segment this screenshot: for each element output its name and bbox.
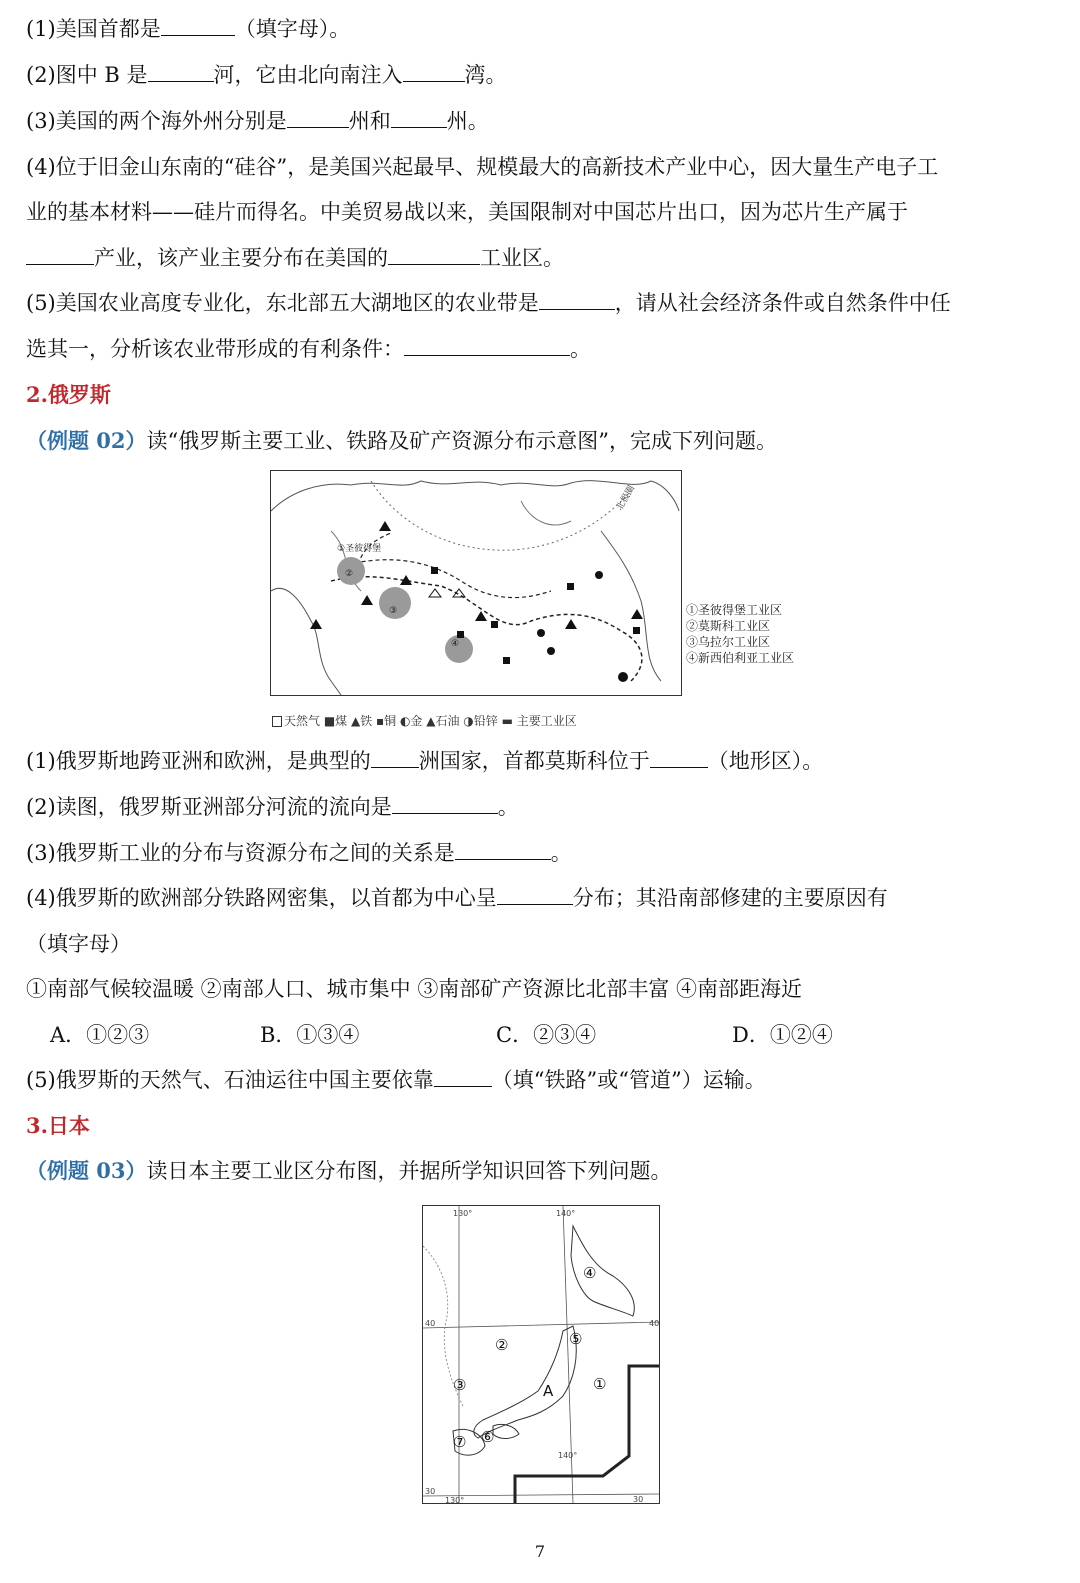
coal-symbol: [431, 567, 438, 574]
option-c[interactable]: C．②③④: [496, 1023, 597, 1047]
lat-label: 40: [425, 1319, 436, 1328]
lon-label: 140°: [556, 1209, 576, 1218]
map-label-ural: ③: [389, 606, 398, 616]
answer-blank[interactable]: [434, 1066, 492, 1087]
mark-3: ③: [453, 1376, 467, 1394]
lat-label: 30: [633, 1495, 644, 1503]
coal-symbol: [503, 657, 510, 664]
gas-legend-icon: [272, 716, 282, 727]
russia-q3: (3)俄罗斯工业的分布与资源分布之间的关系是 。: [26, 841, 572, 865]
answer-blank[interactable]: [371, 747, 419, 768]
lon-label: 130°: [453, 1209, 473, 1218]
russia-map: [270, 470, 682, 696]
usa-q2: (2)图中 B 是 河，它由北向南注入 湾。: [26, 63, 507, 87]
russia-map-legend: 天然气 ■煤 ▲铁 ▪铜 ◐金 ▲石油 ◑铅锌 ▬ 主要工业区: [272, 712, 577, 729]
answer-blank[interactable]: [161, 15, 235, 36]
answer-blank[interactable]: [539, 289, 615, 310]
answer-blank[interactable]: [26, 244, 94, 265]
gold-symbol: [595, 571, 603, 579]
option-a[interactable]: A．①②③: [50, 1023, 150, 1047]
usa-q5-line2: 选其一，分析该农业带形成的有利条件： 。: [26, 337, 591, 361]
russia-map-drawing: [271, 471, 681, 695]
usa-q1: (1)美国首都是 （填字母）。: [26, 17, 351, 41]
map-key-item: ②莫斯科工业区: [686, 619, 771, 633]
map-label-ob: ④: [451, 639, 460, 649]
russia-q2: (2)读图，俄罗斯亚洲部分河流的流向是 。: [26, 795, 519, 819]
answer-blank[interactable]: [287, 107, 349, 128]
russia-q4: (4)俄罗斯的欧洲部分铁路网密集，以首都为中心呈 分布；其沿南部修建的主要原因有: [26, 886, 888, 910]
answer-blank[interactable]: [391, 107, 447, 128]
gold-symbol: [547, 647, 555, 655]
japan-map: [422, 1205, 660, 1504]
lon-label: 130°: [445, 1496, 465, 1503]
option-d[interactable]: D．①②④: [732, 1023, 833, 1047]
usa-q4-line3: 产业，该产业主要分布在美国的 工业区。: [26, 243, 564, 273]
example-tag: （例题 03）: [26, 1158, 147, 1183]
japan-map-drawing: [423, 1206, 659, 1503]
coal-symbol: [457, 631, 464, 638]
answer-blank[interactable]: [404, 335, 570, 356]
russia-map-key: [686, 602, 794, 666]
map-key-item: ③乌拉尔工业区: [686, 635, 771, 649]
answer-blank[interactable]: [392, 793, 498, 814]
iron-symbol: [361, 595, 373, 605]
russia-q5: (5)俄罗斯的天然气、石油运往中国主要依靠 （填“铁路”或“管道”）运输。: [26, 1068, 766, 1092]
russia-q1: (1)俄罗斯地跨亚洲和欧洲，是典型的 洲国家，首都莫斯科位于 （地形区）。: [26, 749, 824, 773]
usa-q5-line1: (5)美国农业高度专业化，东北部五大湖地区的农业带是 ，请从社会经济条件或自然条件中任: [26, 291, 951, 315]
section-heading-russia: 2.俄罗斯: [26, 382, 111, 407]
page-number: 7: [534, 1542, 546, 1561]
usa-q4-line2: 业的基本材料——硅片而得名。中美贸易战以来，美国限制对中国芯片出口，因为芯片生产属于: [26, 200, 908, 224]
map-key-item: ④新西伯利亚工业区: [686, 651, 795, 665]
coal-symbol: [567, 583, 574, 590]
usa-q3: (3)美国的两个海外州分别是 州和 州。: [26, 109, 489, 133]
russia-q4-reasons: ①南部气候较温暖 ②南部人口、城市集中 ③南部矿产资源比北部丰富 ④南部距海近: [26, 977, 803, 1001]
answer-blank[interactable]: [403, 61, 465, 82]
example-tag: （例题 02）: [26, 428, 147, 453]
gold-symbol: [537, 629, 545, 637]
answer-blank[interactable]: [497, 884, 573, 905]
gas-symbol: [429, 589, 441, 597]
map-label-moscow: ②: [345, 569, 354, 579]
oil-symbol: [565, 619, 577, 629]
example-02-prompt: （例题 02）读“俄罗斯主要工业、铁路及矿产资源分布示意图”，完成下列问题。: [26, 428, 778, 453]
oil-symbol: [379, 521, 391, 531]
lat-label: 40: [649, 1319, 659, 1328]
map-key-item: ①圣彼得堡工业区: [686, 603, 783, 617]
oil-symbol: [631, 609, 643, 619]
lon-label: 140°: [558, 1451, 578, 1460]
mark-4: ④: [583, 1264, 597, 1282]
mark-6: ⑥: [481, 1428, 495, 1446]
mark-a: A: [543, 1382, 554, 1400]
answer-blank[interactable]: [148, 61, 214, 82]
answer-blank[interactable]: [455, 839, 551, 860]
option-b[interactable]: B．①③④: [260, 1023, 360, 1047]
russia-q4-note: （填字母）: [26, 932, 131, 956]
lat-label: 30: [425, 1487, 436, 1496]
example-03-prompt: （例题 03）读日本主要工业区分布图，并据所学知识回答下列问题。: [26, 1158, 672, 1183]
coal-symbol: [491, 621, 498, 628]
mark-2: ②: [495, 1336, 509, 1354]
answer-blank[interactable]: [388, 244, 480, 265]
usa-q4-line1: (4)位于旧金山东南的“硅谷”，是美国兴起最早、规模最大的高新技术产业中心，因大量生产电子工: [26, 155, 939, 179]
answer-blank[interactable]: [650, 747, 708, 768]
mark-1: ①: [593, 1375, 607, 1393]
lead-zinc-symbol: [618, 672, 628, 682]
map-label-arctic: 北极圈: [614, 484, 638, 513]
oil-symbol: [310, 619, 322, 629]
coal-symbol: [633, 627, 640, 634]
mark-5: ⑤: [569, 1330, 583, 1348]
section-heading-japan: 3.日本: [26, 1113, 90, 1138]
mark-7: ⑦: [453, 1433, 467, 1451]
map-label-spb: ①圣彼得堡: [337, 544, 382, 554]
